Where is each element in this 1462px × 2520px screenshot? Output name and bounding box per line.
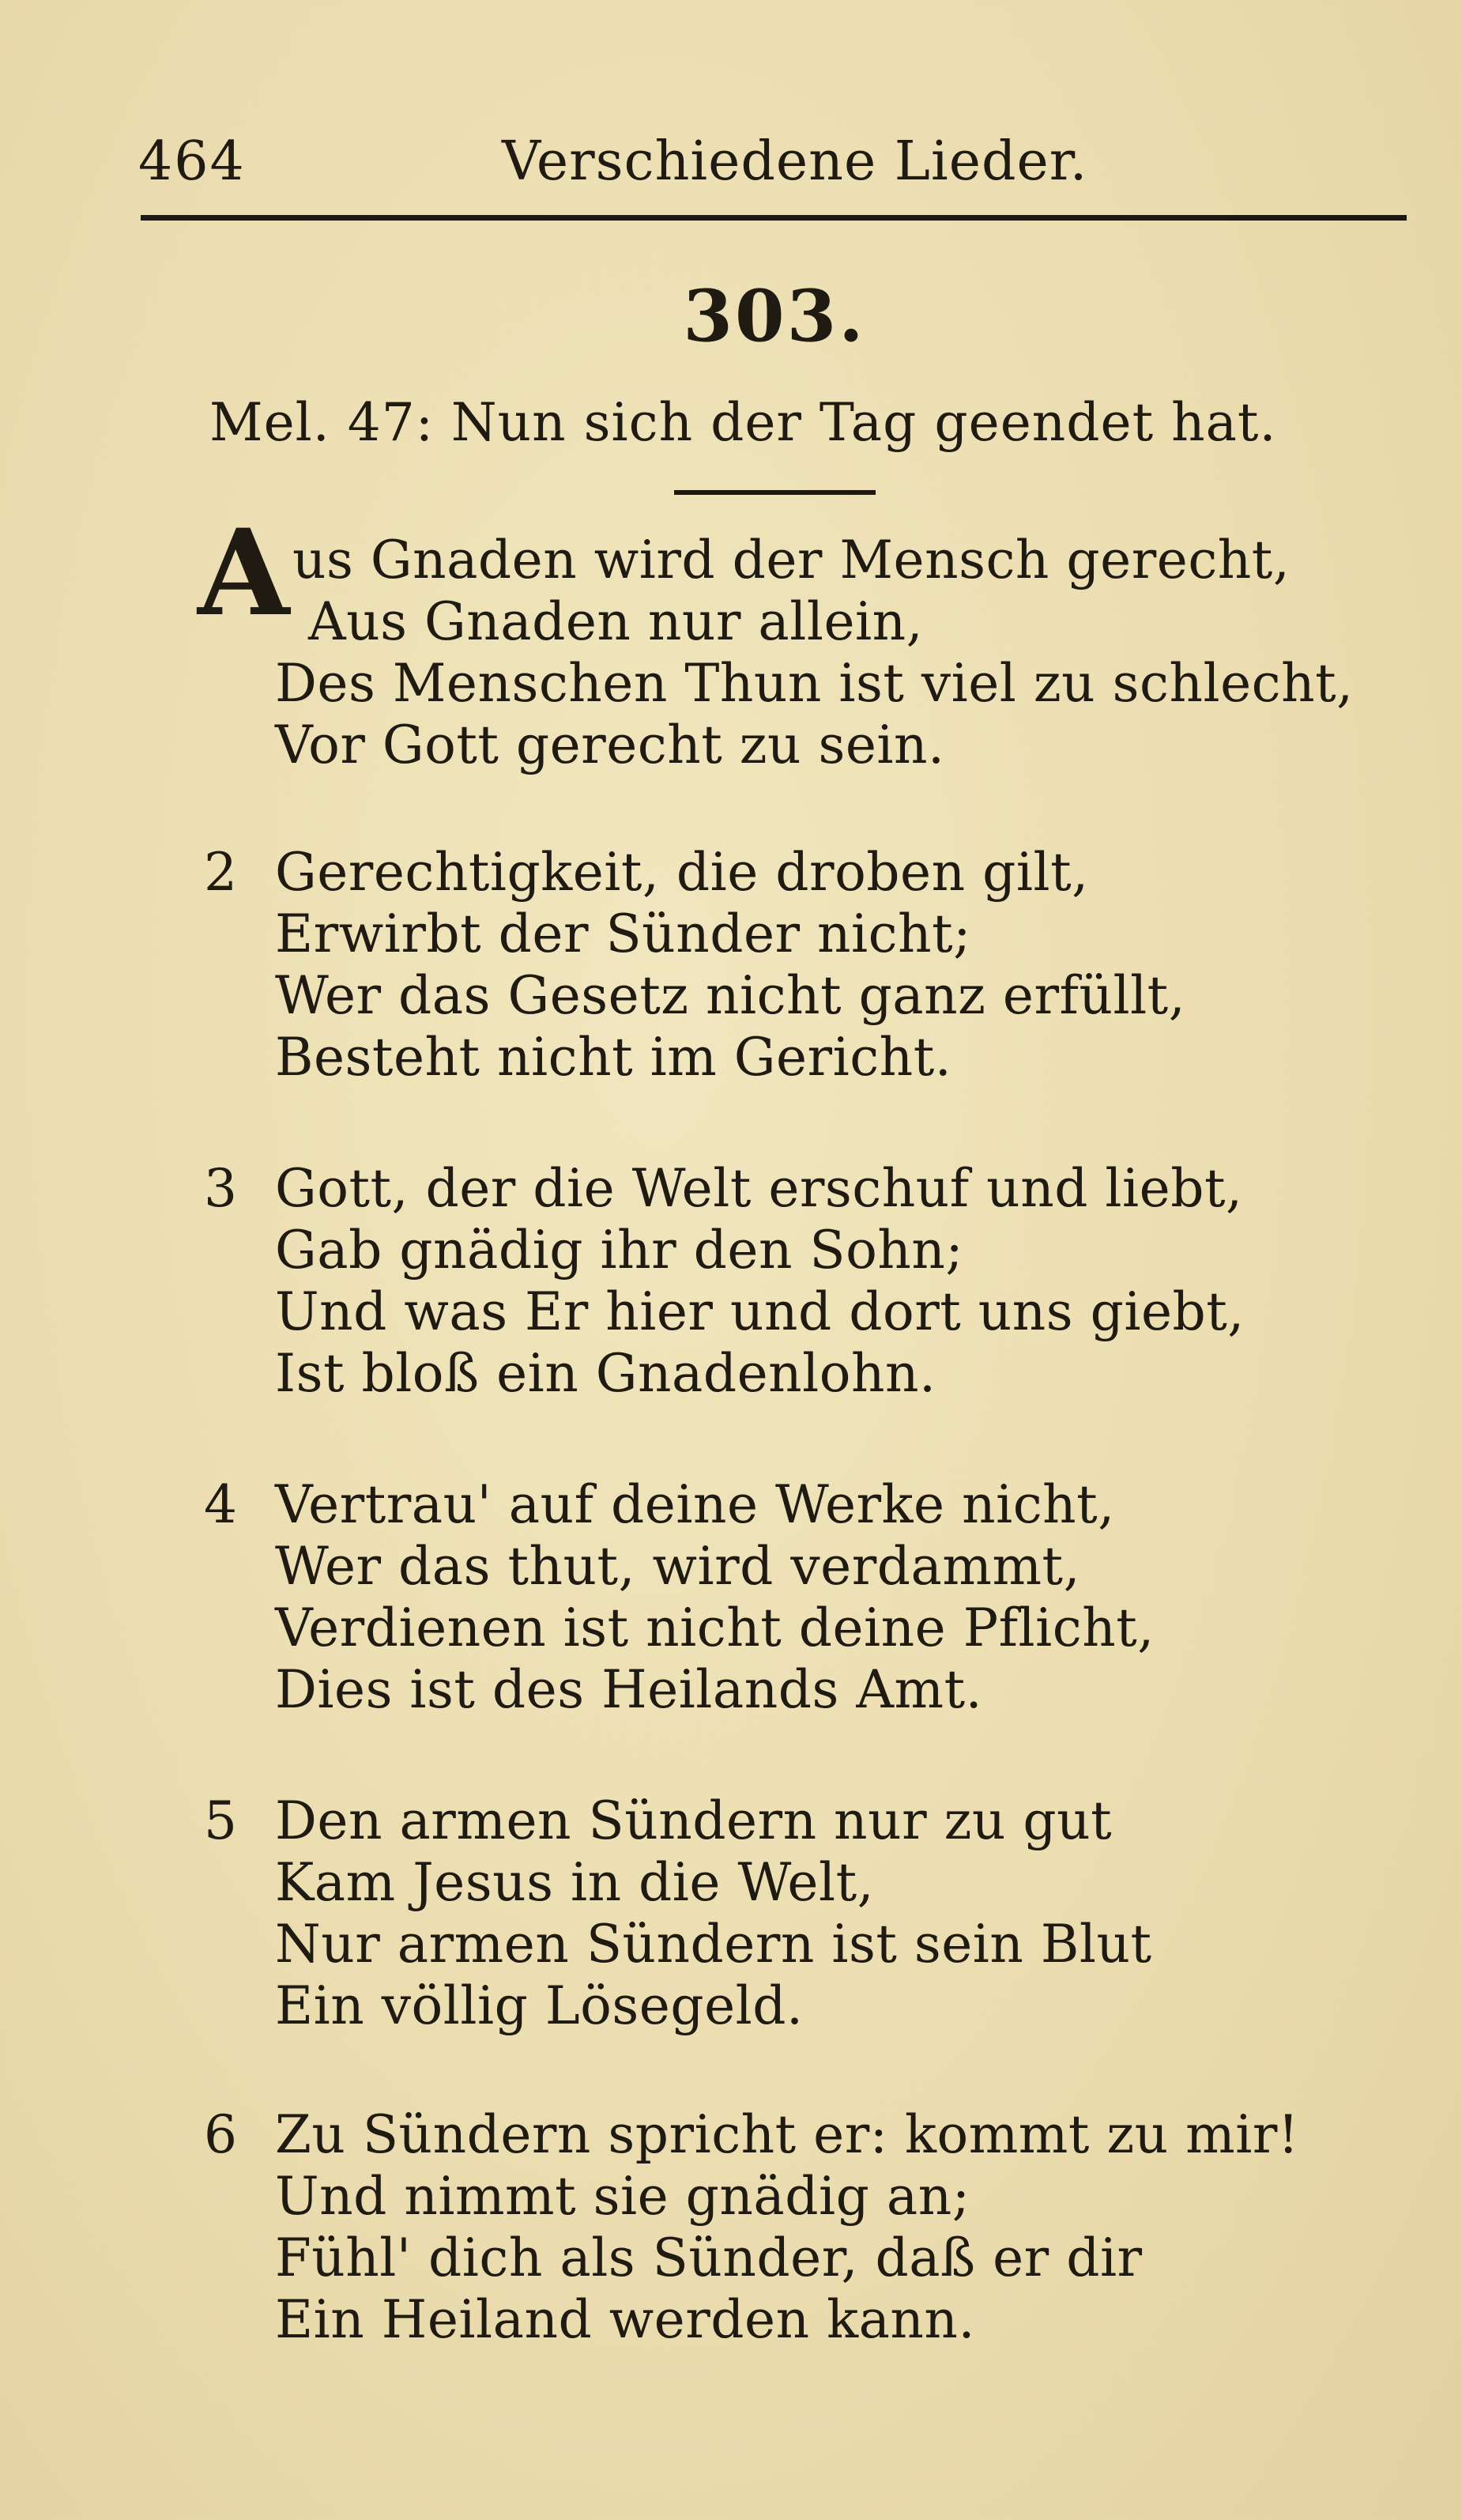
verse-line: Gab gnädig ihr den Sohn; <box>275 1220 964 1281</box>
verse-line: Nur armen Sündern ist sein Blut <box>275 1914 1152 1975</box>
verse-line: Wer das thut, wird verdammt, <box>275 1536 1081 1597</box>
verse-line: Kam Jesus in die Welt, <box>275 1852 875 1913</box>
verse-line: Und was Er hier und dort uns giebt, <box>275 1281 1245 1342</box>
verse-line: Gott, der die Welt erschuf und liebt, <box>275 1158 1243 1219</box>
verse-line: Ist bloß ein Gnadenlohn. <box>275 1343 936 1404</box>
verse-2 <box>198 842 1367 1088</box>
verse-number: 2 <box>204 842 238 903</box>
verse-line: Den armen Sündern nur zu gut <box>275 1790 1113 1851</box>
verse-1 <box>198 504 1367 776</box>
verse-line: Zu Sündern spricht er: kommt zu mir! <box>275 2104 1299 2165</box>
title-rule <box>674 490 876 495</box>
verse-line: Vertrau' auf deine Werke nicht, <box>275 1474 1115 1535</box>
melody-line: Mel. 47: Nun sich der Tag geendet hat. <box>209 392 1277 453</box>
drop-cap: A <box>198 504 290 643</box>
verse-line: Besteht nicht im Gericht. <box>275 1027 952 1088</box>
verse-line: Aus Gnaden nur allein, <box>308 591 924 652</box>
verse-line: Wer das Gesetz nicht ganz erfüllt, <box>275 965 1186 1026</box>
hymn-number: 303. <box>683 274 866 358</box>
verse-line: Ein völlig Lösegeld. <box>275 1975 804 2036</box>
verse-line: Des Menschen Thun ist viel zu schlecht, <box>275 653 1354 714</box>
page-number: 464 <box>138 130 246 193</box>
verse-number: 6 <box>204 2104 238 2165</box>
verse-5 <box>198 1790 1367 2037</box>
verse-number: 3 <box>204 1158 238 1219</box>
verse-3 <box>198 1158 1367 1405</box>
verse-line: Und nimmt sie gnädig an; <box>275 2166 970 2227</box>
verse-line: Gerechtigkeit, die droben gilt, <box>275 842 1089 903</box>
verse-line: Fühl' dich als Sünder, daß er dir <box>275 2228 1143 2288</box>
verse-number: 4 <box>204 1474 238 1535</box>
verse-line: Verdienen ist nicht deine Pflicht, <box>275 1598 1155 1658</box>
header-rule <box>141 215 1407 221</box>
verse-line: us Gnaden wird der Mensch gerecht, <box>292 530 1291 590</box>
section-title: Verschiedene Lieder. <box>502 130 1088 193</box>
verse-number: 5 <box>204 1790 238 1851</box>
verse-line: Vor Gott gerecht zu sein. <box>275 715 945 775</box>
verse-line: Ein Heiland werden kann. <box>275 2289 975 2350</box>
verse-line: Erwirbt der Sünder nicht; <box>275 904 971 964</box>
verse-6 <box>198 2104 1367 2351</box>
verse-line: Dies ist des Heilands Amt. <box>275 1659 983 1720</box>
running-head <box>138 119 1403 206</box>
verse-4 <box>198 1474 1367 1721</box>
